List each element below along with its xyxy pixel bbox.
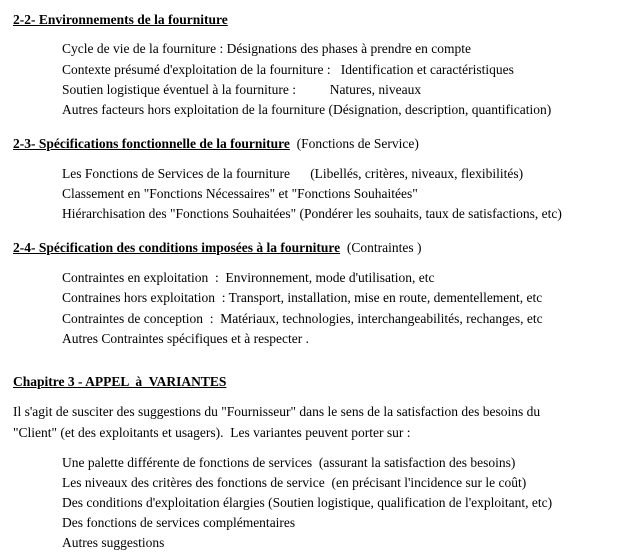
list-item: Une palette différente de fonctions de services (assurant la satisfaction des besoins) (62, 455, 516, 470)
list-item: Contraines hors exploitation : Transport, installation, mise en route, dementellement, etc (62, 290, 543, 305)
section-2-3-note: (Fonctions de Service) (296, 136, 419, 151)
list-item: Autres Contraintes spécifiques et à respecter . (62, 331, 310, 346)
list-item: Classement en "Fonctions Nécessaires" et "Fonctions Souhaitées" (62, 186, 418, 201)
list-item: Autres facteurs hors exploitation de la fourniture (Désignation, description, quantification) (62, 102, 552, 117)
list-item: Contraintes de conception : Matériaux, technologies, interchangeabilités, rechanges, etc (62, 311, 543, 326)
section-2-2-heading: 2-2- Environnements de la fourniture (13, 12, 228, 27)
section-2-3-heading: 2-3- Spécifications fonctionnelle de la fourniture (13, 136, 290, 151)
list-item: Hiérarchisation des "Fonctions Souhaitées" (Pondérer les souhaits, taux de satisfactions, etc) (62, 206, 562, 221)
list-item: Des conditions d'exploitation élargies (Soutien logistique, qualification de l'exploitant, etc) (62, 495, 553, 510)
section-2-4-note: (Contraintes ) (346, 240, 422, 255)
paragraph-line: "Client" (et des exploitants et usagers). Les variantes peuvent porter sur : (13, 425, 411, 440)
list-item: Soutien logistique éventuel à la fourniture : Natures, niveaux (62, 82, 422, 97)
list-item: Les niveaux des critères des fonctions de service (en précisant l'incidence sur le coût) (62, 475, 527, 490)
chapter-3-heading: Chapitre 3 - APPEL à VARIANTES (13, 374, 227, 389)
list-item: Des fonctions de services complémentaires (62, 515, 296, 530)
list-item: Autres suggestions (62, 535, 165, 550)
section-2-4-heading-line (13, 240, 421, 256)
list-item: Contraintes en exploitation : Environnement, mode d'utilisation, etc (62, 270, 435, 285)
section-2-3-heading-line (13, 136, 419, 152)
list-item: Les Fonctions de Services de la fourniture (Libellés, critères, niveaux, flexibilités) (62, 166, 524, 181)
list-item: Contexte présumé d'exploitation de la fourniture : Identification et caractéristiques (62, 62, 514, 77)
list-item: Cycle de vie de la fourniture : Désignations des phases à prendre en compte (62, 41, 471, 56)
section-2-4-heading: 2-4- Spécification des conditions imposées à la fourniture (13, 240, 341, 255)
paragraph-line: Il s'agit de susciter des suggestions du "Fournisseur" dans le sens de la satisfaction des besoins du (13, 404, 541, 419)
